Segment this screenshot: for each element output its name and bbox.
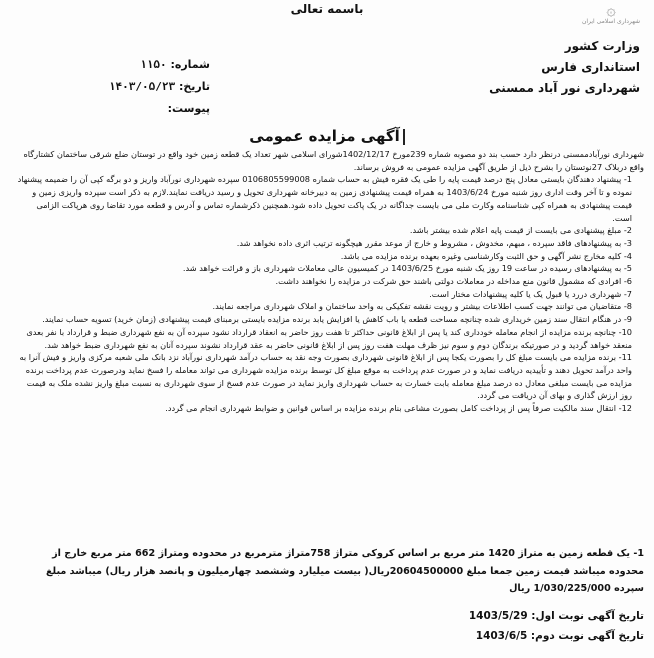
item-4: 4- کلیه مخارج نشر آگهی و حق الثبت وکارشناسی وغیره بعهده برنده مزایده می باشد.: [340, 250, 632, 261]
notice-heading-text: آگهی مزایده عمومی: [249, 127, 400, 145]
item-6: 6- افرادی که مشمول قانون منع مداخله در معاملات دولتی باشند حق شرکت در مزایده را نخواهند داشت.: [275, 276, 632, 287]
lot-line: 1- یک قطعه زمین به متراژ 1420 متر مربع بر اساس کروکی متراژ 758متراژ مترمربع در محدوده ومتراژ 662 متر مربع خارج از محدوده میباشد قیمت زمین جمعا مبلغ 20604500000ریال( بیست میلیارد وششصد چهارمیلیون و پانصد هزار ریال) میباشد مبلغ سپرده 1/030/225/000 ریال: [45, 548, 644, 594]
notice-heading: [0, 127, 654, 145]
item-7: 7- شهرداری دررد یا قبول یک یا کلیه پیشنهادات مختار است.: [429, 288, 632, 299]
letter-title: باسمه تعالی: [290, 2, 364, 16]
emblem-icon: ۞: [606, 0, 616, 19]
attachment-row: [60, 98, 210, 120]
municipality-name: شهرداری نور آباد ممسنی: [489, 81, 640, 95]
date-row: [60, 76, 210, 98]
lot-description: [14, 545, 644, 598]
item-9: 9- در هنگام انتقال سند زمین خریداری شده چنانچه مساحت قطعه یا باب کاهش یا افزایش یابد برنده مزایده بایستی برمبنای قیمت پیشنهادی (زمان خرید) تسویه حساب نمایند.: [42, 314, 632, 325]
notice-body: [14, 148, 644, 415]
ministry-name: وزارت کشور: [564, 39, 640, 53]
organization-block: [440, 36, 640, 99]
date-label: تاریخ:: [178, 80, 210, 93]
emblem: [574, 2, 648, 28]
letter-meta: [60, 54, 210, 120]
item-12: 12- انتقال سند مالکیت صرفاً پس از پرداخت کامل بصورت مشاعی بنام برنده مزایده بر اساس قوانین و ضوابط شهرداری انجام می گردد.: [165, 403, 632, 414]
date-value: ۱۴۰۳/۰۵/۲۳: [108, 80, 176, 93]
number-value: ۱۱۵۰: [140, 58, 167, 71]
item-2: 2- مبلغ پیشنهادی می بایست از قیمت پایه اعلام شده بیشتر باشد.: [409, 225, 632, 236]
governorate-name: استانداری فارس: [541, 60, 640, 74]
item-3: 3- به پیشنهادهای فاقد سپرده ، مبهم، مخدوش ، مشروط و خارج از موعد مقرر هیچگونه ترتیب اثری داده نخواهد شد.: [236, 237, 632, 248]
heading-bar: [403, 129, 405, 145]
second-publication-date: تاریخ آگهی نوبت دوم: 1403/6/5: [475, 630, 644, 642]
intro-paragraph: شهرداری نورآبادممسنی درنظر دارد حسب بند دو مصوبه شماره 239مورخ 1402/12/17شورای اسلامی شهر تعداد یک قطعه زمین خود واقع در توستان ضلع شرقی ساختمان کشتارگاه واقع دربلاک 27نوتستان را بشرح ذیل از طریق آگهی مزایده عمومی به فروش برساند.: [23, 149, 644, 172]
item-5: 5- به پیشنهادهای رسیده در ساعت 19 روز یک شنبه مورخ 1403/6/25 در کمیسیون عالی معاملات شهرداری باز و قرائت خواهد شد.: [182, 263, 632, 274]
item-10: 10- چنانچه برنده مزایده از انجام معامله خودداری کند یا پس از ابلاغ قانونی حداکثر تا هفت روز حاضر به انعقاد قرارداد نشود سپرده آن به نفع شهرداری ضبط و قرارداد با نفر بعدی منعقد خواهد گردید و در صورتیکه برندگان دوم و سوم نیز ظرف مهلت هفت روز پس از ابلاغ قانونی حاضر به عقد قرارداد نشوند سپرده آنان به نفع شهرداری ضبط خواهد شد.: [26, 326, 632, 350]
item-11: 11- برنده مزایده می بایست مبلغ کل را بصورت یکجا پس از ابلاغ قانونی شهرداری بصورت وجه نقد به حساب درآمد شهرداری نورآباد نزد بانک ملی شعبه مرکزی واریز و فیش آنرا به واحد درآمد تحویل دهند و تأییدیه دریافت نماید و در صورت عدم پرداخت به موقع مبلغ کل توسط برنده مزایده شهرداری می تواند معامله را فسخ نماید ودرصورت عدم پرداخت برنده مزایده می بایست مبلغی معادل ده درصد مبلغ معامله بابت خسارت به حساب شهرداری واریز نماید در صورت عدم فسخ از سوی شهرداری به نسبت مبلغ واریز نشده ملک به قیمت روز ارزش گذاری و بهای آن دریافت می گردد.: [19, 352, 632, 401]
publication-dates: [344, 606, 644, 646]
attachment-label: پیوست:: [167, 102, 210, 115]
emblem-caption: شهرداری اسلامی ایران: [581, 18, 641, 25]
letter-header: [0, 0, 654, 25]
item-1: 1- پیشنهاد دهندگان بایستی معادل پنج درصد قیمت پایه را طی یک فقره فیش به حساب شماره 0106805599008 سپرده شهرداری نورآباد واریز و دو برگه کپی آن را ضمیمه پیشنهاد نموده و تا آخر وقت اداری روز شنبه مورخ 1403/6/24 به همراه قیمت پیشنهادی زمین به دبیرخانه شهرداری تحویل و رسید دریافت نمایند.لازم به ذکر است سپرده واریزی زمین و قیمت پیشنهادی به همراه کپی شناسنامه وکارت ملی می بایست جداگانه در یک پاکت تحویل داده شود.همچنین ذکرشماره تماس و آدرس و قطعه مورد تقاضا روی هرپاکت الزامی است.: [17, 174, 632, 223]
first-publication-date: تاریخ آگهی نوبت اول: 1403/5/29: [468, 610, 644, 622]
number-row: [60, 54, 210, 76]
item-8: 8- متقاضیان می توانند جهت کسب اطلاعات بیشتر و رویت نقشه تفکیکی به واحد ساختمان و املاک شهرداری مراجعه نمایند.: [212, 301, 632, 312]
number-label: شماره:: [170, 58, 210, 71]
